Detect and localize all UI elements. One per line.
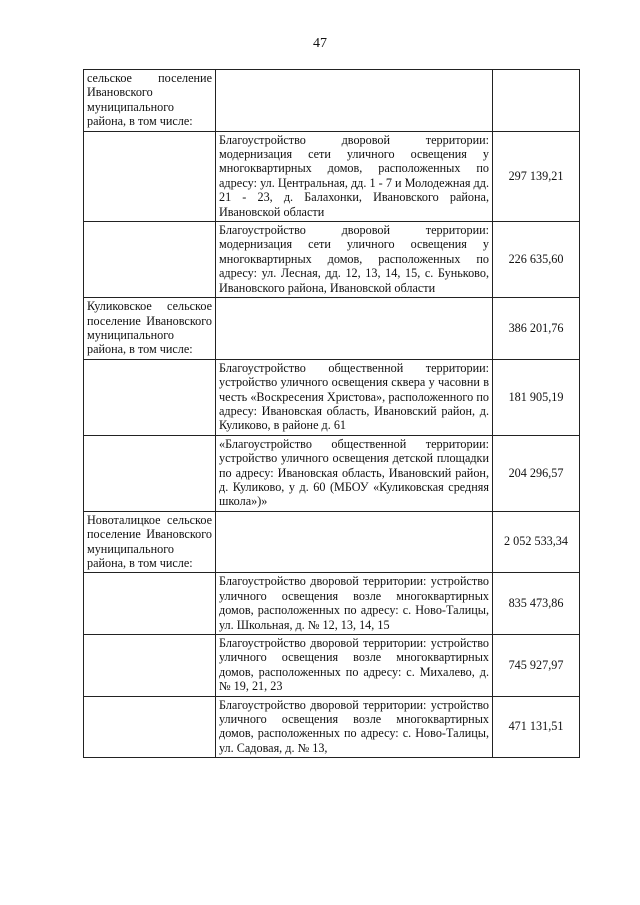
project-cell: [216, 222, 493, 298]
table-row: [84, 298, 580, 360]
settlement-cell: [84, 298, 216, 360]
table-row: [84, 70, 580, 132]
amount-cell: 471 131,51: [493, 696, 580, 758]
project-description: Благоустройство дворовой территории: устройство уличного освещения возле многоквартирных домов, расположенных по адресу: с. Михалево, д. № 19, 21, 23: [219, 636, 489, 694]
table-row: [84, 635, 580, 697]
project-cell: [216, 635, 493, 697]
settlement-name: Новоталицкое сельское поселение Ивановского муниципального района, в том числе:: [87, 512, 212, 570]
project-cell: [216, 435, 493, 511]
page-number: 47: [313, 36, 327, 51]
settlement-cell: [84, 70, 216, 132]
project-description: Благоустройство дворовой территории: модернизация сети уличного освещения у многоквартирных домов, расположенных по адресу: ул. Лесная, дд. 12, 13, 14, 15, с. Буньково, Ивановского района, Ивановской области: [219, 223, 489, 295]
project-cell: [216, 298, 493, 360]
table-row: [84, 359, 580, 435]
settlement-cell: [84, 573, 216, 635]
settlement-cell: [84, 359, 216, 435]
settlement-cell: [84, 131, 216, 221]
amount-cell: [493, 70, 580, 132]
table-row: [84, 131, 580, 221]
project-description: Благоустройство общественной территории: устройство уличного освещения сквера у часовни в честь «Воскресения Христова», расположенного по адресу: Ивановская область, Ивановский район, д. Куликово, в районе д. 61: [219, 360, 489, 433]
table-row: [84, 222, 580, 298]
table-row: [84, 511, 580, 573]
amount-cell: 745 927,97: [493, 635, 580, 697]
project-cell: [216, 511, 493, 573]
project-description: Благоустройство дворовой территории: модернизация сети уличного освещения у многоквартирных домов, расположенных по адресу: ул. Центральная, дд. 1 - 7 и Молодежная дд. 21 - 23, д. Балахонки, Ивановского района, Ивановской области: [219, 132, 489, 219]
settlement-cell: [84, 696, 216, 758]
settlement-cell: [84, 511, 216, 573]
settlement-cell: [84, 435, 216, 511]
project-cell: [216, 70, 493, 132]
project-cell: [216, 359, 493, 435]
settlement-cell: [84, 635, 216, 697]
amount-cell: 386 201,76: [493, 298, 580, 360]
settlement-name: сельское поселение Ивановского муниципального района, в том числе:: [87, 71, 212, 129]
amount-cell: 204 296,57: [493, 435, 580, 511]
project-description: Благоустройство дворовой территории: устройство уличного освещения возле многоквартирных домов, расположенных по адресу: с. Ново-Талицы, ул. Садовая, д. № 13,: [219, 697, 489, 755]
table-row: [84, 435, 580, 511]
table-row: [84, 573, 580, 635]
settlement-cell: [84, 222, 216, 298]
project-cell: [216, 131, 493, 221]
settlement-name: Куликовское сельское поселение Ивановского муниципального района, в том числе:: [87, 299, 212, 357]
project-description: «Благоустройство общественной территории: устройство уличного освещения детской площадки по адресу: Ивановская область, Ивановский район, д. Куликово, у д. 60 (МБОУ «Куликовская средняя школа»)»: [219, 436, 489, 509]
budget-table: [83, 69, 580, 758]
table-row: [84, 696, 580, 758]
project-description: Благоустройство дворовой территории: устройство уличного освещения возле многоквартирных домов, расположенных по адресу: с. Ново-Талицы, ул. Школьная, д. № 12, 13, 14, 15: [219, 574, 489, 632]
amount-cell: 835 473,86: [493, 573, 580, 635]
amount-cell: 2 052 533,34: [493, 511, 580, 573]
amount-cell: 226 635,60: [493, 222, 580, 298]
amount-cell: 297 139,21: [493, 131, 580, 221]
project-cell: [216, 696, 493, 758]
amount-cell: 181 905,19: [493, 359, 580, 435]
project-cell: [216, 573, 493, 635]
